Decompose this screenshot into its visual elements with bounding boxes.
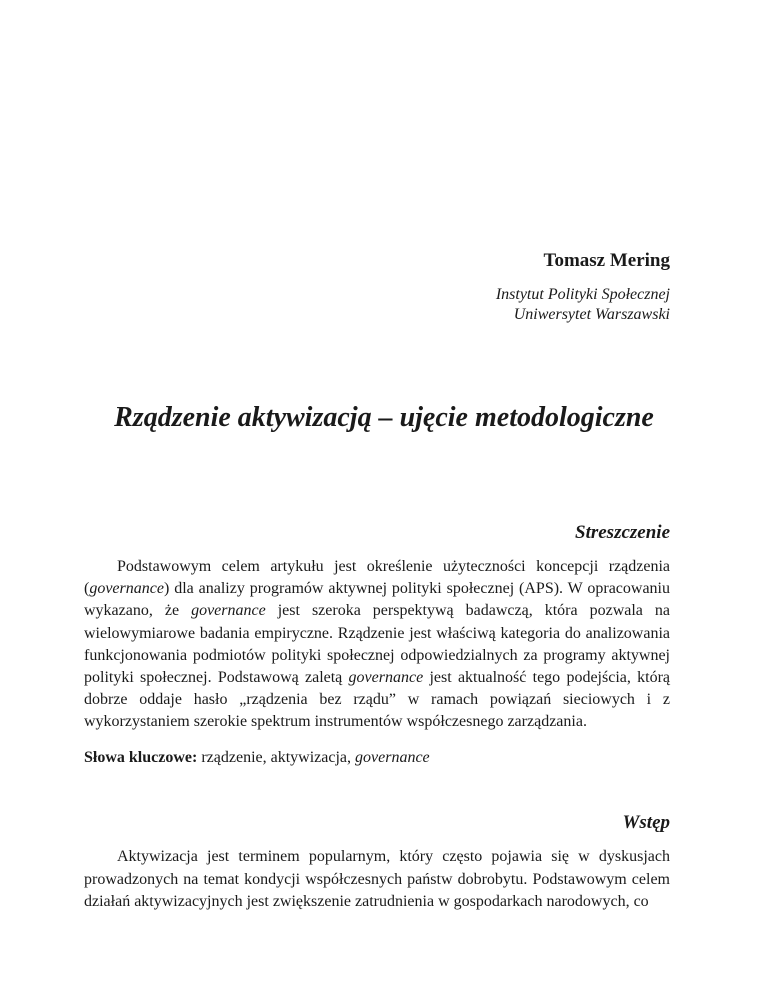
- article-title: Rządzenie aktywizacją – ujęcie metodologiczne: [114, 402, 654, 433]
- keywords-text: rządzenie, aktywizacja,: [201, 749, 352, 766]
- keywords-line: [84, 749, 670, 767]
- abstract-text-part: jest aktualność tego podejścia, którą dobrze oddaje hasło „rządzenia bez rządu” w ramach powiązań sieciowych i z wykorzystaniem szerokie spektrum instrumentów współczesnego zarządzania.: [84, 669, 670, 731]
- author-affiliation: [496, 285, 670, 325]
- abstract-heading: Streszczenie: [575, 522, 670, 543]
- author-name: Tomasz Mering: [543, 250, 670, 271]
- abstract-term: governance: [191, 602, 266, 620]
- affiliation-university: Uniwersytet Warszawski: [513, 306, 670, 323]
- abstract-text-part: Podstawowym celem artykułu jest określenie użyteczności koncepcji rządzenia (: [84, 558, 670, 598]
- abstract-text: [84, 556, 670, 734]
- abstract-term: governance: [89, 580, 164, 598]
- abstract-text-part: ) dla analizy programów aktywnej polityki społecznej (APS). W opracowaniu wykazano, że: [84, 580, 670, 620]
- intro-text: Aktywizacja jest terminem popularnym, który często pojawia się w dyskusjach prowadzonych na temat kondycji współczesnych państw dobrobytu. Podstawowym celem działań aktywizacyjnych jest zwiększenie zatrudnienia w gospodarkach narodowych, co: [84, 848, 670, 910]
- abstract-text-part: jest szeroka perspektywą badawczą, która pozwala na wielowymiarowe badania empiryczne. Rządzenie jest właściwą kategoria do analizowania funkcjonowania podmiotów polityki społecznej odpowiedzialnych za programy aktywnej polityki społecznej. Podstawową zaletą: [84, 602, 671, 687]
- affiliation-institute: Instytut Polityki Społecznej: [495, 286, 670, 303]
- keywords-term: governance: [355, 749, 430, 766]
- abstract-term: governance: [348, 669, 424, 687]
- intro-heading: Wstęp: [622, 812, 670, 833]
- keywords-label: Słowa kluczowe:: [84, 749, 198, 766]
